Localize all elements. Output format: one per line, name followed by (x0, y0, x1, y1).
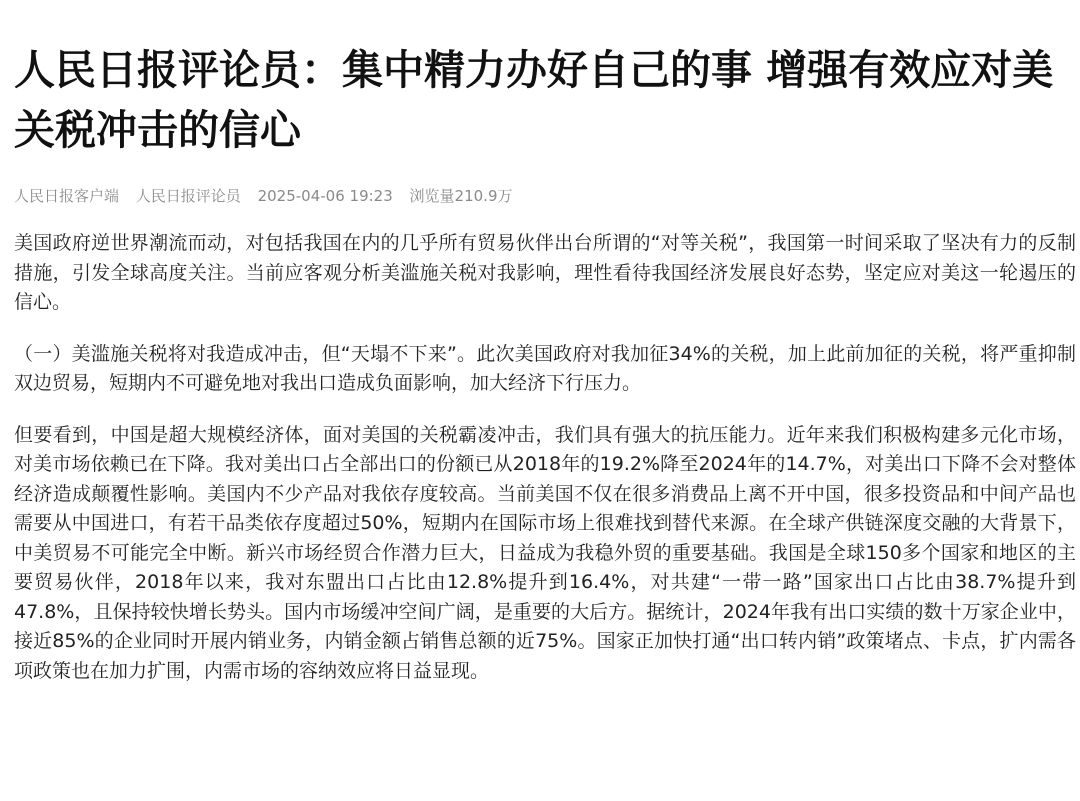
article-body (14, 229, 1076, 686)
article (14, 0, 1076, 708)
article-paragraph: 美国政府逆世界潮流而动，对包括我国在内的几乎所有贸易伙伴出台所谓的“对等关税”，我国第一时间采取了坚决有力的反制措施，引发全球高度关注。当前应客观分析美滥施关税对我影响，理性看待我国经济发展良好态势，坚定应对美这一轮遏压的信心。 (14, 232, 1076, 313)
article-author[interactable]: 人民日报评论员 (135, 187, 241, 205)
article-title: 人民日报评论员：集中精力办好自己的事 增强有效应对美关税冲击的信心 (14, 46, 1054, 154)
article-views: 浏览量210.9万 (409, 187, 513, 205)
article-meta (14, 185, 1076, 207)
article-paragraph: 但要看到，中国是超大规模经济体，面对美国的关税霸凌冲击，我们具有强大的抗压能力。近年来我们积极构建多元化市场，对美市场依赖已在下降。我对美出口占全部出口的份额已从2018年的19.2%降至2024年的14.7%，对美出口下降不会对整体经济造成颠覆性影响。美国内不少产品对我依存度较高。当前美国不仅在很多消费品上离不开中国，很多投资品和中间产品也需要从中国进口，有若干品类依存度超过50%，短期内在国际市场上很难找到替代来源。在全球产供链深度交融的大背景下，中美贸易不可能完全中断。新兴市场经贸合作潜力巨大，日益成为我稳外贸的重要基础。我国是全球150多个国家和地区的主要贸易伙伴，2018年以来，我对东盟出口占比由12.8%提升到16.4%，对共建“一带一路”国家出口占比由38.7%提升到47.8%，且保持较快增长势头。国内市场缓冲空间广阔，是重要的大后方。据统计，2024年我有出口实绩的数十万家企业中，接近85%的企业同时开展内销业务，内销金额占销售总额的近75%。国家正加快打通“出口转内销”政策堵点、卡点，扩内需各项政策也在加力扩围，内需市场的容纳效应将日益显现。 (14, 423, 1076, 682)
article-paragraph: （一）美滥施关税将对我造成冲击，但“天塌不下来”。此次美国政府对我加征34%的关税，加上此前加征的关税，将严重抑制双边贸易，短期内不可避免地对我出口造成负面影响，加大经济下行压力。 (14, 342, 1076, 394)
article-source[interactable]: 人民日报客户端 (14, 187, 120, 205)
article-datetime: 2025-04-06 19:23 (257, 187, 393, 205)
